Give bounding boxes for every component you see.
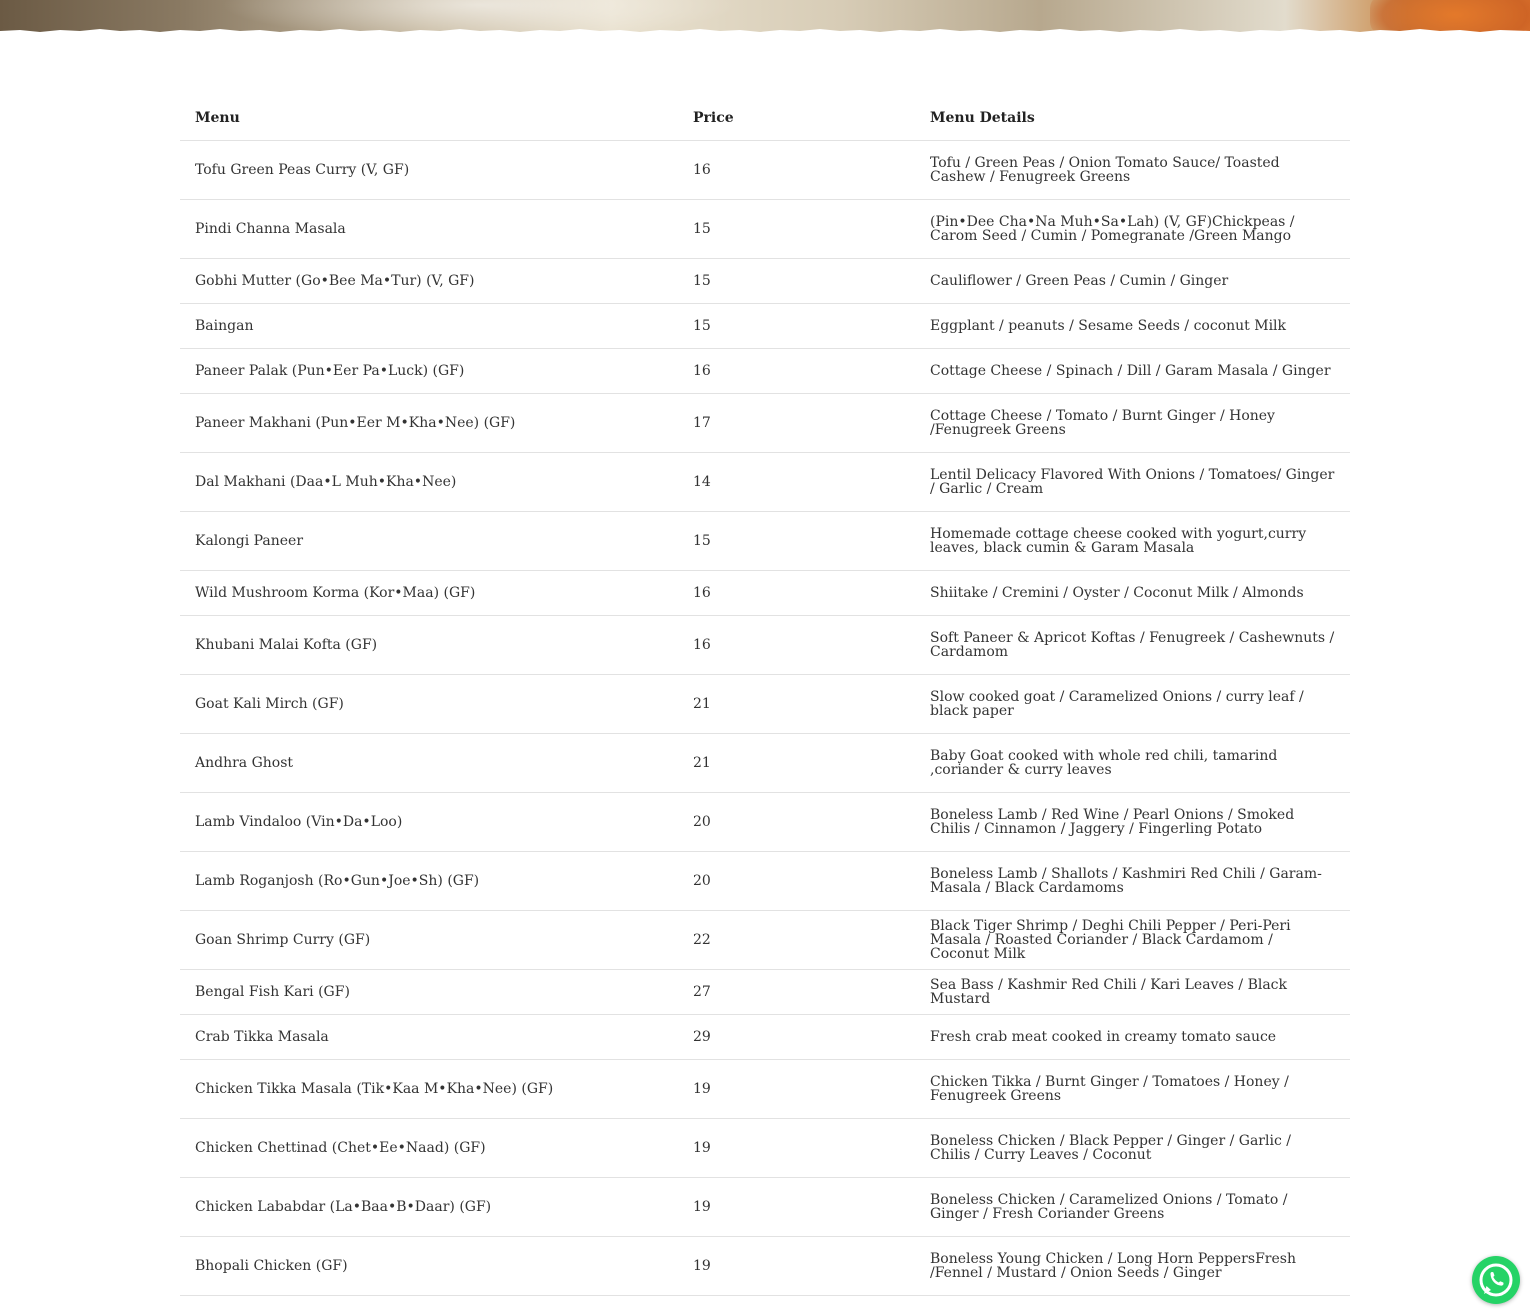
- menu-item-name: Andhra Ghost: [180, 734, 678, 793]
- table-row: [180, 1015, 1350, 1060]
- menu-item-price: 15: [678, 259, 915, 304]
- menu-item-name: Chicken Chettinad (Chet•Ee•Naad) (GF): [180, 1119, 678, 1178]
- table-row: [180, 200, 1350, 259]
- hero-banner-image: [0, 0, 1530, 34]
- menu-item-price: 22: [678, 911, 915, 970]
- menu-item-name: Kalongi Paneer: [180, 512, 678, 571]
- menu-item-details: Shiitake / Cremini / Oyster / Coconut Milk / Almonds: [915, 571, 1350, 616]
- menu-item-details: Cauliflower / Green Peas / Cumin / Ginger: [915, 259, 1350, 304]
- menu-item-price: 15: [678, 304, 915, 349]
- menu-item-name: Chicken Lababdar (La•Baa•B•Daar) (GF): [180, 1178, 678, 1237]
- table-row: [180, 852, 1350, 911]
- table-row: [180, 512, 1350, 571]
- menu-item-name: Bhopali Chicken (GF): [180, 1237, 678, 1296]
- table-row: [180, 793, 1350, 852]
- menu-table: [180, 96, 1350, 1296]
- menu-item-details: Fresh crab meat cooked in creamy tomato sauce: [915, 1015, 1350, 1060]
- menu-item-price: 19: [678, 1237, 915, 1296]
- menu-item-price: 15: [678, 512, 915, 571]
- table-row: [180, 970, 1350, 1015]
- table-row: [180, 259, 1350, 304]
- menu-item-price: 19: [678, 1119, 915, 1178]
- menu-item-price: 29: [678, 1015, 915, 1060]
- menu-item-name: Bengal Fish Kari (GF): [180, 970, 678, 1015]
- menu-item-name: Goat Kali Mirch (GF): [180, 675, 678, 734]
- torn-paper-edge: [0, 27, 1530, 34]
- table-row: [180, 675, 1350, 734]
- menu-item-name: Dal Makhani (Daa•L Muh•Kha•Nee): [180, 453, 678, 512]
- column-header-price: Price: [678, 96, 915, 141]
- menu-item-details: Slow cooked goat / Caramelized Onions / curry leaf / black paper: [915, 675, 1350, 734]
- menu-item-details: Tofu / Green Peas / Onion Tomato Sauce/ Toasted Cashew / Fenugreek Greens: [915, 141, 1350, 200]
- menu-item-name: Tofu Green Peas Curry (V, GF): [180, 141, 678, 200]
- table-row: [180, 1178, 1350, 1237]
- menu-item-price: 20: [678, 852, 915, 911]
- menu-item-name: Pindi Channa Masala: [180, 200, 678, 259]
- table-header-row: [180, 96, 1350, 141]
- menu-item-name: Baingan: [180, 304, 678, 349]
- menu-item-details: Homemade cottage cheese cooked with yogurt,curry leaves, black cumin & Garam Masala: [915, 512, 1350, 571]
- table-row: [180, 141, 1350, 200]
- menu-item-details: Boneless Chicken / Black Pepper / Ginger / Garlic / Chilis / Curry Leaves / Coconut: [915, 1119, 1350, 1178]
- menu-item-name: Khubani Malai Kofta (GF): [180, 616, 678, 675]
- menu-item-details: Eggplant / peanuts / Sesame Seeds / coconut Milk: [915, 304, 1350, 349]
- table-row: [180, 453, 1350, 512]
- menu-item-price: 27: [678, 970, 915, 1015]
- menu-item-details: Boneless Lamb / Shallots / Kashmiri Red Chili / Garam-Masala / Black Cardamoms: [915, 852, 1350, 911]
- menu-item-name: Chicken Tikka Masala (Tik•Kaa M•Kha•Nee) (GF): [180, 1060, 678, 1119]
- table-row: [180, 349, 1350, 394]
- menu-item-details: Chicken Tikka / Burnt Ginger / Tomatoes / Honey / Fenugreek Greens: [915, 1060, 1350, 1119]
- menu-item-price: 21: [678, 734, 915, 793]
- menu-item-price: 16: [678, 616, 915, 675]
- menu-item-name: Paneer Palak (Pun•Eer Pa•Luck) (GF): [180, 349, 678, 394]
- menu-item-price: 19: [678, 1178, 915, 1237]
- menu-item-price: 16: [678, 571, 915, 616]
- table-row: [180, 1119, 1350, 1178]
- menu-item-details: Boneless Chicken / Caramelized Onions / Tomato / Ginger / Fresh Coriander Greens: [915, 1178, 1350, 1237]
- menu-item-price: 19: [678, 1060, 915, 1119]
- menu-item-name: Lamb Vindaloo (Vin•Da•Loo): [180, 793, 678, 852]
- table-row: [180, 734, 1350, 793]
- table-row: [180, 911, 1350, 970]
- menu-item-name: Crab Tikka Masala: [180, 1015, 678, 1060]
- menu-item-details: Baby Goat cooked with whole red chili, tamarind ,coriander & curry leaves: [915, 734, 1350, 793]
- table-row: [180, 1237, 1350, 1296]
- menu-item-price: 16: [678, 141, 915, 200]
- menu-item-name: Lamb Roganjosh (Ro•Gun•Joe•Sh) (GF): [180, 852, 678, 911]
- menu-item-details: Soft Paneer & Apricot Koftas / Fenugreek / Cashewnuts / Cardamom: [915, 616, 1350, 675]
- menu-item-details: Boneless Lamb / Red Wine / Pearl Onions / Smoked Chilis / Cinnamon / Jaggery / Fingerling Potato: [915, 793, 1350, 852]
- menu-item-price: 17: [678, 394, 915, 453]
- menu-item-price: 15: [678, 200, 915, 259]
- menu-item-details: Lentil Delicacy Flavored With Onions / Tomatoes/ Ginger / Garlic / Cream: [915, 453, 1350, 512]
- menu-item-name: Wild Mushroom Korma (Kor•Maa) (GF): [180, 571, 678, 616]
- menu-item-price: 21: [678, 675, 915, 734]
- table-row: [180, 571, 1350, 616]
- menu-item-price: 16: [678, 349, 915, 394]
- menu-item-name: Paneer Makhani (Pun•Eer M•Kha•Nee) (GF): [180, 394, 678, 453]
- menu-item-price: 20: [678, 793, 915, 852]
- menu-item-details: (Pin•Dee Cha•Na Muh•Sa•Lah) (V, GF)Chickpeas / Carom Seed / Cumin / Pomegranate /Green Mango: [915, 200, 1350, 259]
- menu-item-name: Goan Shrimp Curry (GF): [180, 911, 678, 970]
- column-header-menu-details: Menu Details: [915, 96, 1350, 141]
- menu-item-price: 14: [678, 453, 915, 512]
- menu-item-details: Cottage Cheese / Spinach / Dill / Garam Masala / Ginger: [915, 349, 1350, 394]
- menu-item-details: Sea Bass / Kashmir Red Chili / Kari Leaves / Black Mustard: [915, 970, 1350, 1015]
- table-row: [180, 616, 1350, 675]
- menu-item-details: Black Tiger Shrimp / Deghi Chili Pepper / Peri-Peri Masala / Roasted Coriander / Black Cardamom / Coconut Milk: [915, 911, 1350, 970]
- whatsapp-chat-button[interactable]: [1472, 1256, 1520, 1304]
- menu-item-details: Boneless Young Chicken / Long Horn PeppersFresh /Fennel / Mustard / Onion Seeds / Ginger: [915, 1237, 1350, 1296]
- whatsapp-icon: [1472, 1256, 1520, 1304]
- menu-item-name: Gobhi Mutter (Go•Bee Ma•Tur) (V, GF): [180, 259, 678, 304]
- column-header-menu: Menu: [180, 96, 678, 141]
- table-row: [180, 1060, 1350, 1119]
- menu-item-details: Cottage Cheese / Tomato / Burnt Ginger / Honey /Fenugreek Greens: [915, 394, 1350, 453]
- table-row: [180, 304, 1350, 349]
- table-row: [180, 394, 1350, 453]
